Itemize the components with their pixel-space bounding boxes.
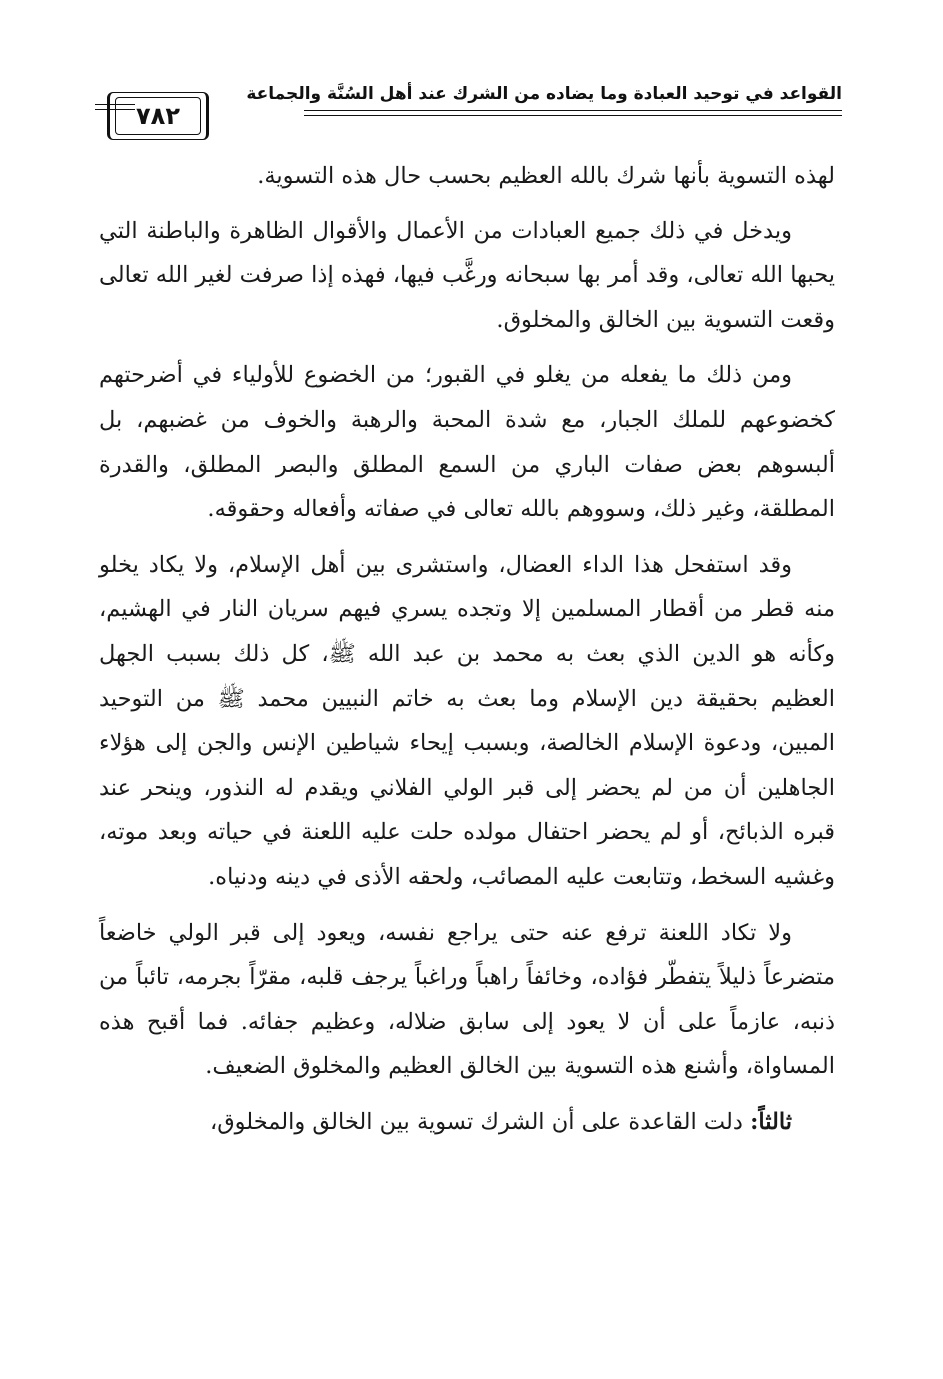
header-rule-bottom — [304, 115, 842, 116]
paragraph-2: ويدخل في ذلك جميع العبادات من الأعمال والأقوال الظاهرة والباطنة التي يحبها الله تعالى، وقد أمر بها سبحانه ورغَّب فيها، فهذه إذا صرفت لغير الله تعالى وقعت التسوية بين الخالق والمخلوق. — [99, 217, 835, 333]
page-number-box — [107, 92, 209, 140]
running-header — [95, 82, 842, 142]
paragraph-6 — [99, 1100, 835, 1145]
paragraph-1: لهذه التسوية بأنها شرك بالله العظيم بحسب حال هذه التسوية. — [257, 163, 835, 189]
paragraph-6-text: دلت القاعدة على أن الشرك تسوية بين الخالق والمخلوق، — [209, 1108, 743, 1135]
section-label: ثالثاً: — [750, 1108, 792, 1135]
paragraph-4: وقد استفحل هذا الداء العضال، واستشرى بين أهل الإسلام، ولا يكاد يخلو منه قطر من أقطار المسلمين إلا وتجده يسري فيهم سريان النار في الهشيم، وكأنه هو الدين الذي بعث به محمد بن عبد الله ﷺ، كل ذلك بسبب الجهل العظيم بحقيقة دين الإسلام وما بعث به خاتم النبيين محمد ﷺ من التوحيد المبين، ودعوة الإسلام الخالصة، وبسبب إيحاء شياطين الإنس والجن إلى هؤلاء الجاهلين أن من لم يحضر إلى قبر الولي الفلاني ويقدم له النذور، وينحر عند قبره الذبائح، أو لم يحضر احتفال مولده حلت عليه اللعنة في حياته وبعد موته، وغشيه السخط، وتتابعت عليه المصائب، ولحقه الأذى في دينه ودنياه. — [99, 551, 835, 890]
header-title: القواعد في توحيد العبادة وما يضاده من الشرك عند أهل السُنَّة والجماعة — [246, 84, 842, 104]
paragraph-3: ومن ذلك ما يفعله من يغلو في القبور؛ من الخضوع للأولياء في أضرحتهم كخضوعهم للملك الجبار، مع شدة المحبة والرهبة والخوف من غضبهم، بل ألبسوهم بعض صفات الباري من السمع المطلق والبصر المطلق، والقدرة المطلقة، وغير ذلك، وسووهم بالله تعالى في صفاته وأفعاله وحقوقه. — [99, 362, 835, 523]
paragraph-5: ولا تكاد اللعنة ترفع عنه حتى يراجع نفسه، ويعود إلى قبر الولي خاضعاً متضرعاً ذليلاً يتفطّر فؤاده، وخائفاً راهباً وراغباً يرجف قلبه، مقرّاً بجرمه، تائباً من ذنبه، عازماً على أن لا يعود إلى سابق ضلاله، وعظيم جفائه. فما أقبح هذه المساواة، وأشنع هذه التسوية بين الخالق العظيم والمخلوق الضعيف. — [99, 919, 835, 1080]
body-text — [99, 154, 835, 1144]
header-rule-top — [304, 110, 842, 111]
page-number: ٧٨٢ — [115, 97, 201, 135]
